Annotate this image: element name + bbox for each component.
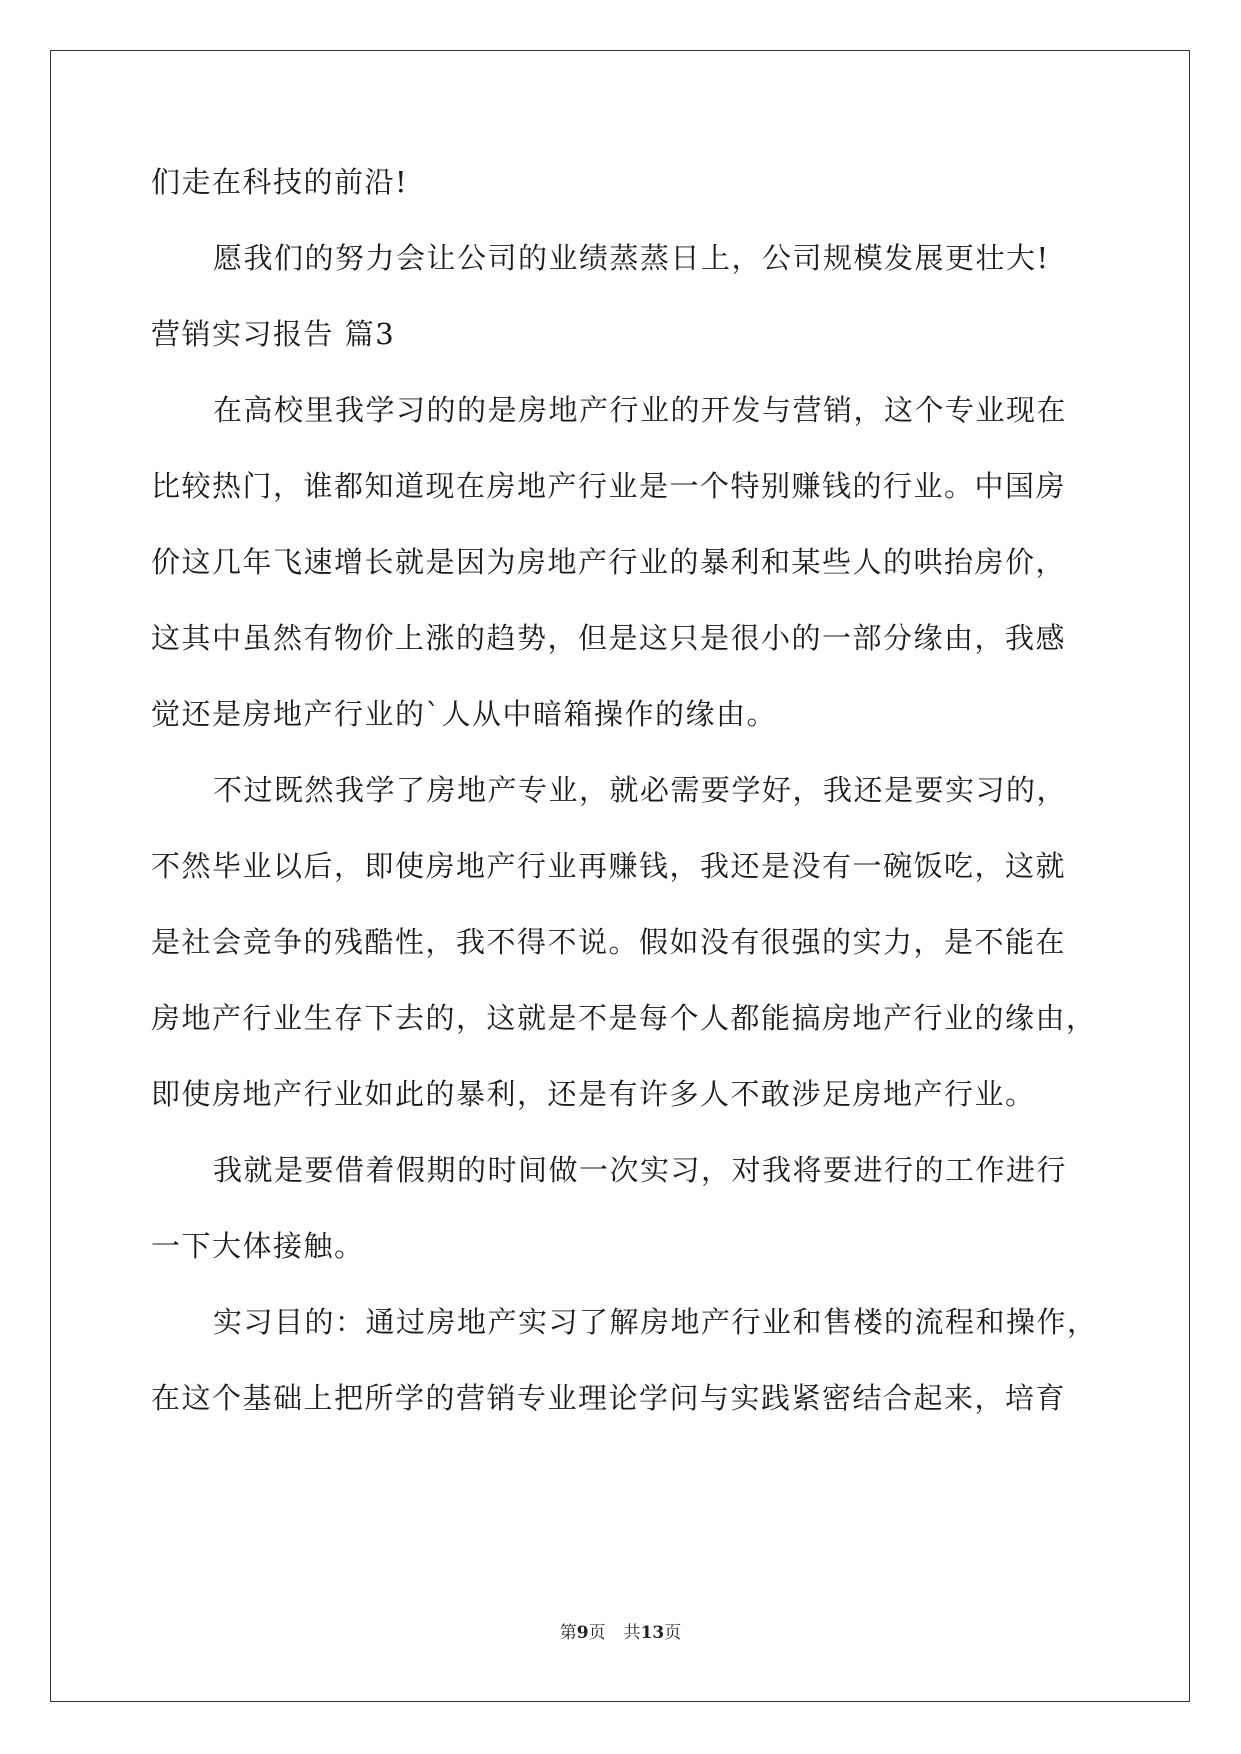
text-line: 房地产行业生存下去的，这就是不是每个人都能搞房地产行业的缘由，	[151, 1001, 1097, 1035]
text-line: 这其中虽然有物价上涨的趋势，但是这只是很小的一部分缘由，我感	[151, 621, 1067, 655]
document-body	[151, 162, 1098, 1454]
total-pages: 13	[640, 1623, 665, 1643]
text-line: 在这个基础上把所学的营销专业理论学问与实践紧密结合起来，培育	[151, 1381, 1067, 1415]
text-line: 是社会竞争的残酷性，我不得不说。假如没有很强的实力，是不能在	[151, 925, 1067, 959]
page-unit: 页	[588, 1623, 606, 1643]
text-line: 价这几年飞速增长就是因为房地产行业的暴利和某些人的哄抬房价，	[151, 545, 1067, 579]
text-line: 觉还是房地产行业的`人从中暗箱操作的缘由。	[151, 697, 778, 731]
page-number: 9	[576, 1623, 589, 1643]
text-line: 在高校里我学习的的是房地产行业的开发与营销，这个专业现在	[213, 393, 1068, 427]
section-heading: 营销实习报告 篇3	[151, 317, 396, 351]
text-line: 即使房地产行业如此的暴利，还是有许多人不敢涉足房地产行业。	[151, 1077, 1036, 1111]
text-line: 我就是要借着假期的时间做一次实习，对我将要进行的工作进行	[213, 1153, 1068, 1187]
page-prefix: 第	[559, 1623, 577, 1643]
text-line: 一下大体接触。	[151, 1229, 365, 1263]
text-line: 比较热门，谁都知道现在房地产行业是一个特别赚钱的行业。中国房	[151, 469, 1067, 503]
total-unit: 页	[664, 1623, 682, 1643]
text-line: 愿我们的努力会让公司的业绩蒸蒸日上，公司规模发展更壮大!	[213, 241, 1050, 275]
text-line: 实习目的：通过房地产实习了解房地产行业和售楼的流程和操作，	[213, 1305, 1098, 1339]
text-line: 不然毕业以后，即使房地产行业再赚钱，我还是没有一碗饭吃，这就	[151, 849, 1067, 883]
text-line: 们走在科技的前沿!	[151, 165, 409, 199]
page-footer	[0, 1621, 1241, 1645]
total-prefix: 共	[623, 1623, 641, 1643]
text-line: 不过既然我学了房地产专业，就必需要学好，我还是要实习的，	[213, 773, 1068, 807]
